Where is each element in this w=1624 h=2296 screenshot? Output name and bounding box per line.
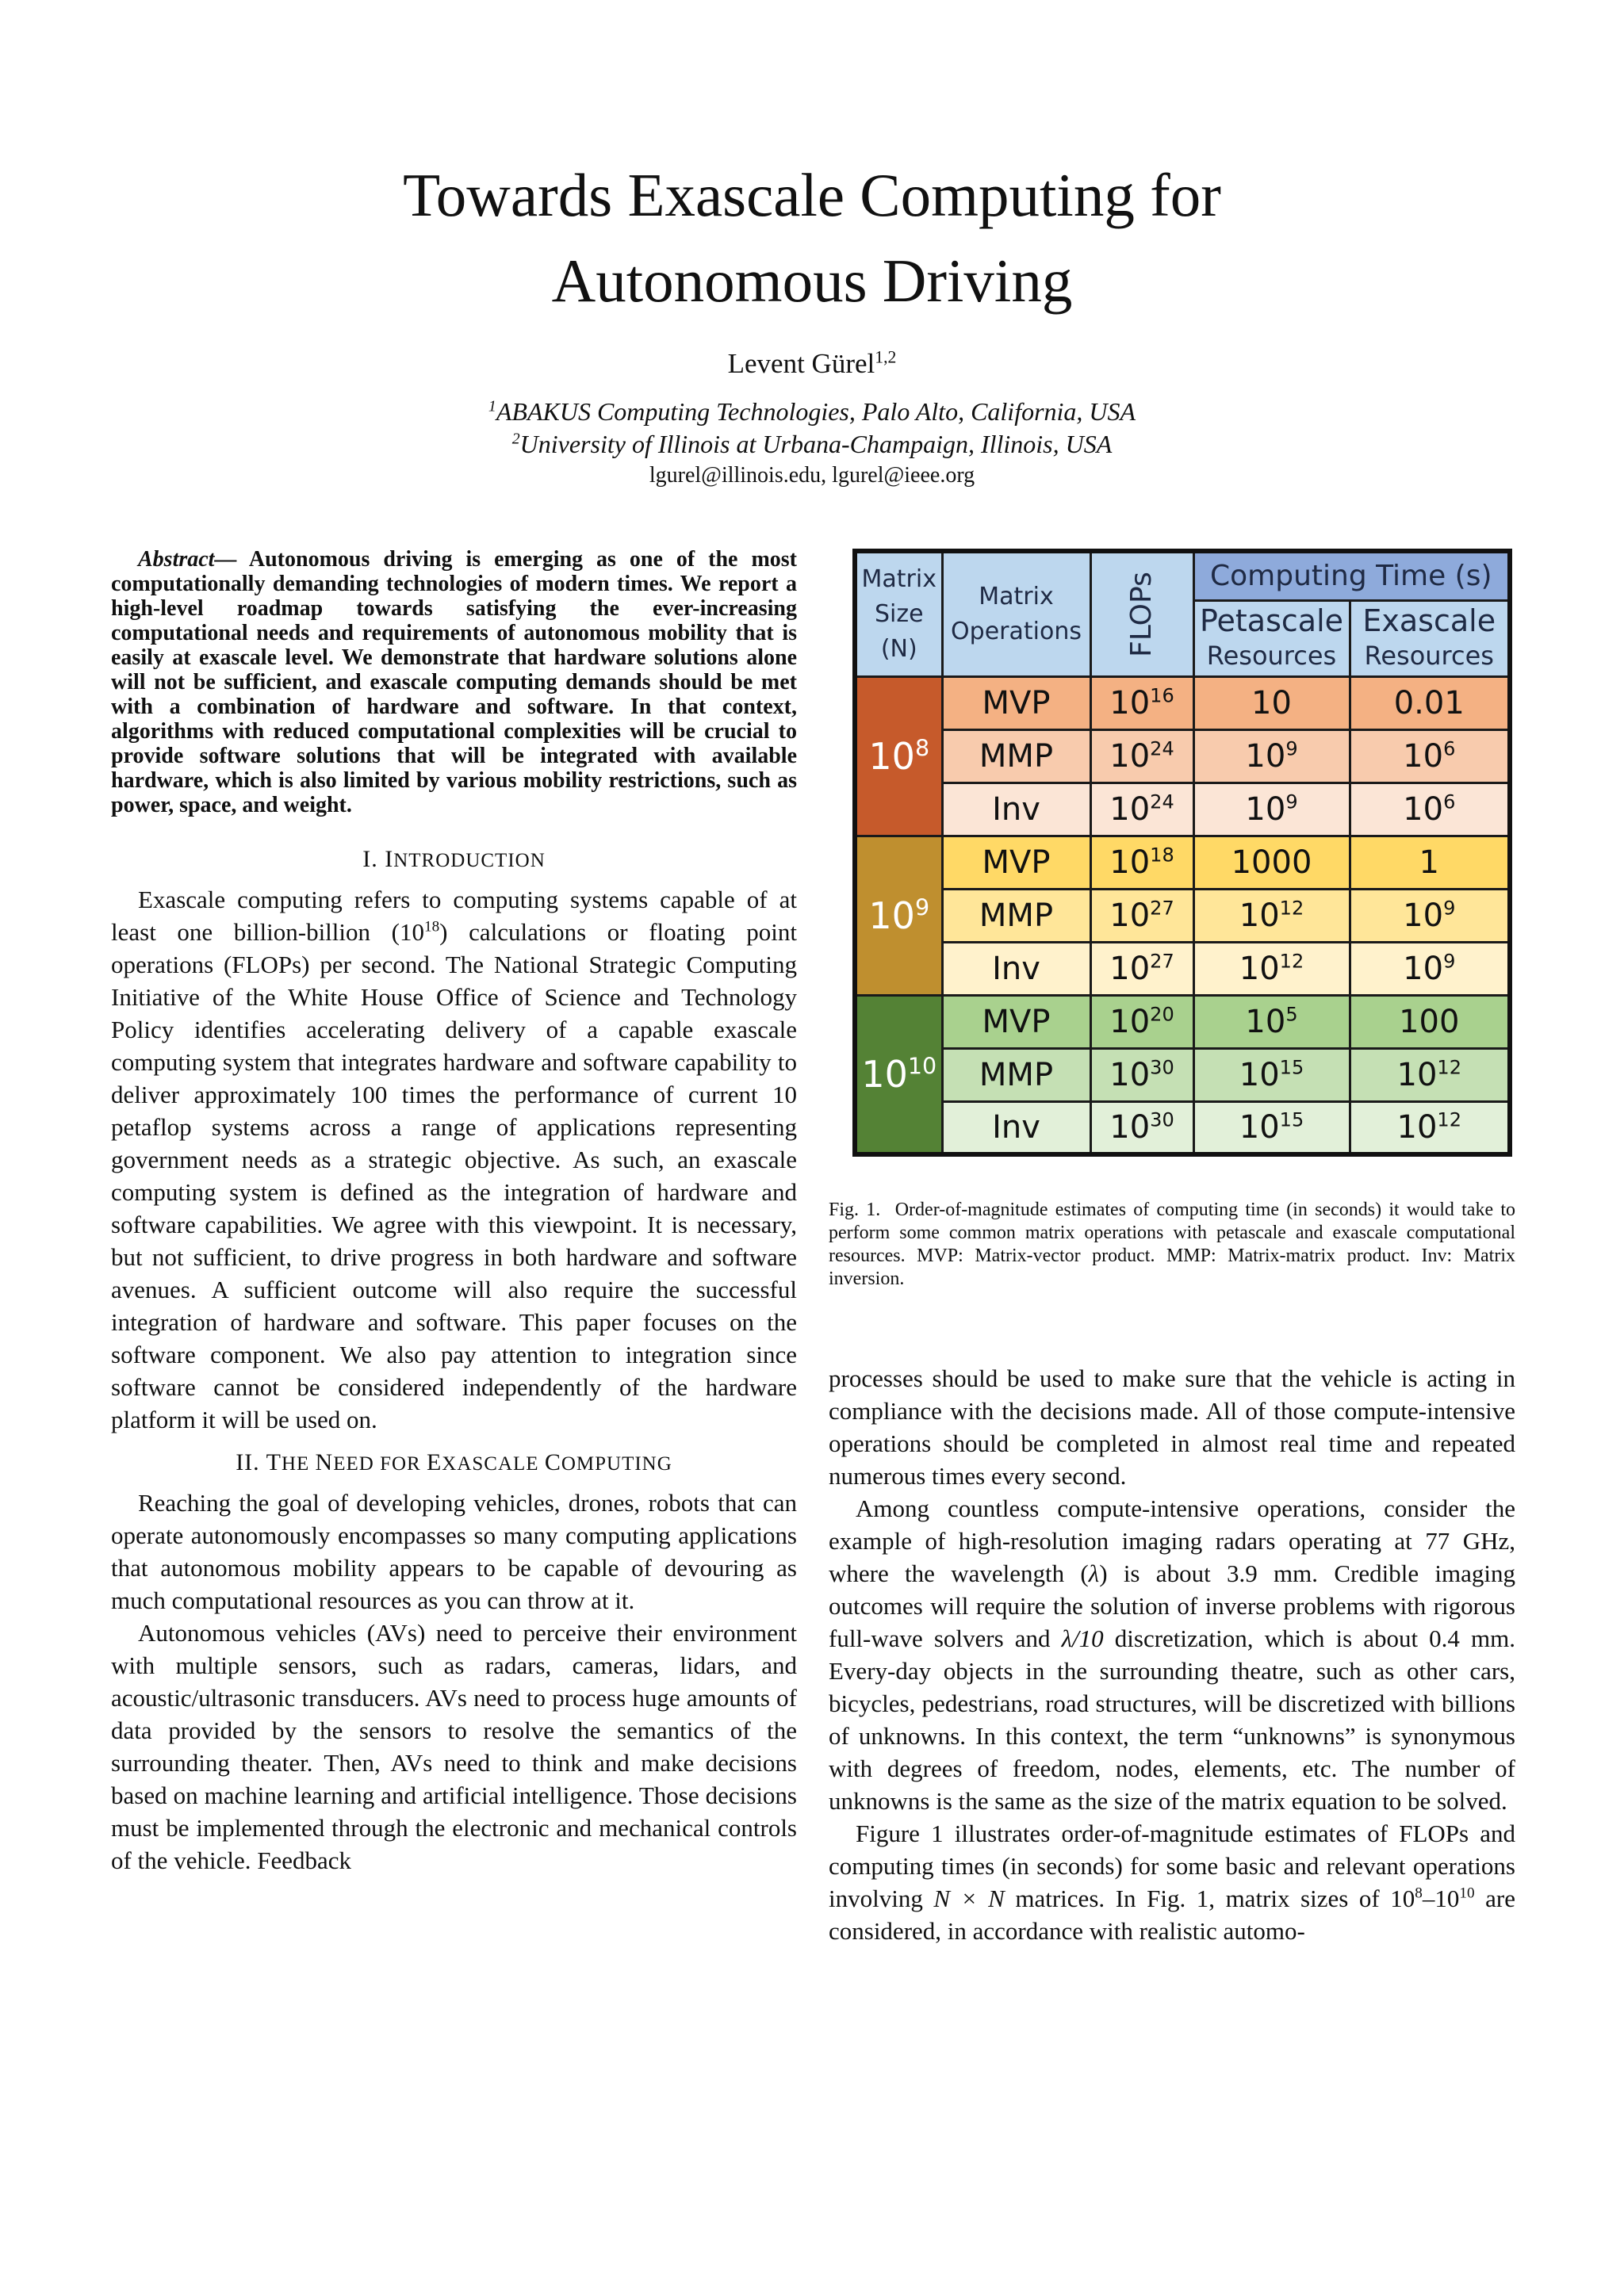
n-exp: 9 <box>914 894 930 921</box>
paper-title <box>0 152 1624 323</box>
author-emails: lgurel@illinois.edu, lgurel@ieee.org <box>649 463 975 488</box>
matrix-size-cell <box>855 676 942 836</box>
flops-base: 10 <box>1109 844 1151 881</box>
flops-cell <box>1090 942 1193 995</box>
flops-base: 10 <box>1109 790 1151 828</box>
op-label: Inv <box>992 950 1040 987</box>
figure-1-table <box>852 549 1507 1153</box>
sec2-w1f: T <box>266 1449 282 1475</box>
affil1-text: ABAKUS Computing Technologies, Palo Alto, California, USA <box>496 397 1136 426</box>
petascale-cell <box>1193 729 1350 783</box>
hdr-ops-1: Matrix <box>979 582 1054 610</box>
petascale-cell <box>1193 836 1350 889</box>
exa-base: 0.01 <box>1393 684 1465 721</box>
op-label: MVP <box>982 844 1051 881</box>
peta-base: 10 <box>1239 1108 1280 1146</box>
sec2-w3r: XASCALE <box>442 1453 545 1475</box>
header-exascale <box>1350 600 1510 676</box>
n-exp: 8 <box>914 735 930 762</box>
flops-base: 10 <box>1109 1003 1151 1040</box>
peta-exp: 15 <box>1279 1108 1304 1131</box>
sec2-w2r: EED FOR <box>333 1453 427 1475</box>
op-label: MMP <box>979 737 1054 775</box>
header-computing-time: Computing Time (s) <box>1193 551 1510 600</box>
need-paragraph-2: Autonomous vehicles (AVs) need to perceive their environment with multiple sensors, such as radars, cameras, lidars, and acoustic/ultrasonic transducers. AVs need to process huge amounts of data provided by the sensors to resolve the semantics of the surrounding theater. Then, AVs need to think and make decisions based on machine learning and artificial intelligence. Those decisions must be implemented through the electronic and mechanical controls of the vehicle. Feedback <box>111 1619 797 1874</box>
hdr-ms-3: (N) <box>880 634 917 663</box>
exascale-cell <box>1350 942 1510 995</box>
intro-text-b: ) calculations or floating point operations (FLOPs) per second. The National Strategic Computing Initiative of the White House Office of Science and Technology Policy identifies accelerating delivery of a capable exascale computing system that integrates hardware and software capability to deliver approximately 100 times the performance of current 10 petaflop systems across a range of applications representing government needs as a strategic objective. As such, an exascale computing system is defined as the integration of hardware and software capabilities. We agree with this viewpoint. It is necessary, but not sufficient, to drive progress in both hardware and software avenues. A sufficient outcome will also require the successful integration of hardware and software. This paper focuses on the software component. We also pay attention to integration since software cannot be considered independently of the hardware platform it will be used on. <box>111 918 797 1433</box>
sec2-w3f: E <box>426 1449 442 1475</box>
right-paragraph-2 <box>829 1492 1515 1817</box>
rp2-lambda2: λ/10 <box>1061 1624 1104 1652</box>
rp3-b: matrices. In Fig. 1, matrix sizes of 10 <box>1004 1885 1415 1912</box>
flops-exp: 30 <box>1150 1108 1174 1131</box>
sec2-w2f: N <box>315 1449 334 1475</box>
exa-base: 10 <box>1403 790 1444 828</box>
affiliation-2 <box>0 427 1624 461</box>
affil2-text: University of Illinois at Urbana-Champaign, Illinois, USA <box>519 430 1113 458</box>
caption-label: Fig. 1. <box>829 1200 881 1220</box>
flops-exp: 16 <box>1150 684 1174 707</box>
rp2-b: ) is about 3.9 mm. Credible imaging outcomes will require the solution of inverse problems with rigorous full-wave solvers and <box>829 1559 1515 1652</box>
flops-cell <box>1090 783 1193 836</box>
exa-base: 10 <box>1403 897 1444 934</box>
exascale-cell <box>1350 729 1510 783</box>
peta-exp: 12 <box>1279 897 1304 920</box>
peta-base: 10 <box>1245 1003 1286 1040</box>
op-label: Inv <box>992 1108 1040 1146</box>
rp3-c: –10 <box>1422 1885 1460 1912</box>
operation-cell <box>942 942 1090 995</box>
petascale-cell <box>1193 1048 1350 1101</box>
petascale-cell <box>1193 1101 1350 1154</box>
right-paragraph-1: processes should be used to make sure that the vehicle is acting in compliance with the decisions made. All of those compute-intensive operations should be completed in almost real time and repeated numerous times every second. <box>829 1364 1515 1490</box>
affil2-sup: 2 <box>511 430 520 448</box>
table-row <box>855 1101 1510 1154</box>
exa-base: 100 <box>1399 1003 1460 1040</box>
flops-exp: 18 <box>1150 844 1174 867</box>
rp3-a: Figure 1 illustrates order-of-magnitude estimates of FLOPs and computing times (in seconds) for some basic and relevant operations involving <box>829 1820 1515 1912</box>
exa-exp: 9 <box>1443 950 1456 973</box>
operation-cell <box>942 836 1090 889</box>
computing-time-table <box>852 549 1512 1157</box>
need-paragraph-1: Reaching the goal of developing vehicles, drones, robots that can operate autonomously encompasses so many computing applications that autonomous mobility appears to be capable of devouring as much computational resources as you can throw at it. <box>111 1489 797 1614</box>
sec1-first: I <box>385 846 394 872</box>
intro-paragraph <box>111 883 797 1436</box>
sec2-w4f: C <box>544 1449 561 1475</box>
table-row <box>855 942 1510 995</box>
exascale-cell <box>1350 783 1510 836</box>
rp3-s2: 10 <box>1459 1885 1475 1902</box>
flops-exp: 20 <box>1150 1003 1174 1026</box>
petascale-cell <box>1193 942 1350 995</box>
flops-exp: 24 <box>1150 737 1174 760</box>
flops-exp: 30 <box>1150 1056 1174 1079</box>
peta-exp: 12 <box>1279 950 1304 973</box>
exa-exp: 6 <box>1443 737 1456 760</box>
flops-cell <box>1090 995 1193 1048</box>
exa-base: 1 <box>1419 844 1439 881</box>
abstract <box>111 547 797 817</box>
caption-text: Order-of-magnitude estimates of computing time (in seconds) it would take to perform some common matrix operations with petascale and exascale computational resources. MVP: Matrix-vector product. MMP: Matrix-matrix product. Inv: Matrix inversion. <box>829 1200 1516 1289</box>
hdr-peta-1: Petascale <box>1199 603 1344 638</box>
matrix-size-cell <box>855 995 942 1154</box>
matrix-size-cell <box>855 836 942 995</box>
operation-cell <box>942 1101 1090 1154</box>
operation-cell <box>942 995 1090 1048</box>
op-label: Inv <box>992 790 1040 828</box>
sec1-num: I. <box>362 846 385 872</box>
table-row <box>855 783 1510 836</box>
op-label: MVP <box>982 1003 1051 1040</box>
flops-cell <box>1090 1101 1193 1154</box>
operation-cell <box>942 889 1090 942</box>
peta-base: 10 <box>1239 950 1280 987</box>
exa-exp: 9 <box>1443 897 1456 920</box>
exascale-cell <box>1350 836 1510 889</box>
exa-base: 10 <box>1403 950 1444 987</box>
intro-text-a: Exascale computing refers to computing systems capable of at least one billion-billion (10 <box>111 886 797 946</box>
table-row <box>855 1048 1510 1101</box>
header-matrix-size <box>855 551 942 676</box>
exa-base: 10 <box>1396 1056 1438 1093</box>
hdr-exa-2: Resources <box>1364 641 1494 671</box>
n-exp: 10 <box>907 1053 937 1080</box>
right-column <box>829 1362 1515 1947</box>
rp3-d: are considered, in accordance with realistic automo- <box>829 1885 1516 1945</box>
flops-cell <box>1090 836 1193 889</box>
flops-base: 10 <box>1109 897 1151 934</box>
header-petascale <box>1193 600 1350 676</box>
peta-exp: 9 <box>1285 737 1298 760</box>
affil1-sup: 1 <box>488 397 496 415</box>
section-heading-introduction <box>111 844 797 877</box>
peta-base: 1000 <box>1231 844 1312 881</box>
exa-exp: 12 <box>1437 1056 1461 1079</box>
flops-exp: 27 <box>1150 950 1174 973</box>
sec2-w1r: HE <box>281 1453 316 1475</box>
header-flops <box>1090 551 1193 676</box>
rp2-c: discretization, which is about 0.4 mm. Every-day objects in the surrounding theatre, such as other cars, bicycles, pedestrians, road structures, will be discretized with billions of unknowns. In this context, the term “unknowns” is synonymous with degrees of freedom, nodes, elements, etc. The number of unknowns is the same as the size of the matrix equation to be solved. <box>829 1624 1515 1815</box>
sec1-rest: NTRODUCTION <box>393 850 546 871</box>
author <box>0 346 1624 381</box>
n-base: 10 <box>868 734 915 778</box>
operation-cell <box>942 783 1090 836</box>
title-line-2: Autonomous Driving <box>551 247 1073 315</box>
hdr-ops-2: Operations <box>951 617 1082 645</box>
flops-cell <box>1090 1048 1193 1101</box>
petascale-cell <box>1193 783 1350 836</box>
hdr-ms-1: Matrix <box>861 564 936 593</box>
exascale-cell <box>1350 676 1510 729</box>
n-base: 10 <box>868 894 915 937</box>
author-sup: 1,2 <box>875 347 897 367</box>
table-row <box>855 889 1510 942</box>
sec2-w4r: OMPUTING <box>561 1453 672 1475</box>
n-base: 10 <box>861 1052 908 1096</box>
peta-exp: 15 <box>1279 1056 1304 1079</box>
exascale-cell <box>1350 995 1510 1048</box>
flops-exp: 27 <box>1150 897 1174 920</box>
table-row <box>855 836 1510 889</box>
peta-base: 10 <box>1245 790 1286 828</box>
peta-base: 10 <box>1239 1056 1280 1093</box>
op-label: MVP <box>982 684 1051 721</box>
figure-caption <box>829 1199 1515 1291</box>
hdr-ms-2: Size <box>874 599 924 628</box>
rp2-lambda: λ <box>1088 1559 1100 1587</box>
petascale-cell <box>1193 676 1350 729</box>
peta-exp: 9 <box>1285 790 1298 813</box>
exa-base: 10 <box>1396 1108 1438 1146</box>
exa-exp: 6 <box>1443 790 1456 813</box>
flops-base: 10 <box>1109 1056 1151 1093</box>
flops-base: 10 <box>1109 950 1151 987</box>
operation-cell <box>942 729 1090 783</box>
exascale-cell <box>1350 1048 1510 1101</box>
rp3-nxn: N × N <box>933 1885 1005 1912</box>
section-heading-need <box>111 1447 797 1480</box>
exascale-cell <box>1350 1101 1510 1154</box>
table-body <box>855 676 1510 1154</box>
flops-base: 10 <box>1109 1108 1151 1146</box>
intro-sup: 18 <box>423 918 440 936</box>
table-row <box>855 676 1510 729</box>
table-row <box>855 995 1510 1048</box>
flops-cell <box>1090 676 1193 729</box>
sec2-num: II. <box>236 1449 266 1475</box>
hdr-flops-text: FLOPs <box>1125 571 1158 657</box>
petascale-cell <box>1193 995 1350 1048</box>
operation-cell <box>942 676 1090 729</box>
rp3-s1: 8 <box>1415 1885 1423 1902</box>
exa-exp: 12 <box>1437 1108 1461 1131</box>
table-row <box>855 729 1510 783</box>
rp2-a: Among countless compute-intensive operations, consider the example of high-resolution imaging radars operating at 77 GHz, where the wavelength ( <box>829 1494 1515 1587</box>
op-label: MMP <box>979 897 1054 934</box>
op-label: MMP <box>979 1056 1054 1093</box>
peta-base: 10 <box>1251 684 1292 721</box>
left-column <box>111 547 797 1877</box>
affiliation-1 <box>0 395 1624 428</box>
peta-base: 10 <box>1245 737 1286 775</box>
right-paragraph-3 <box>829 1817 1515 1947</box>
petascale-cell <box>1193 889 1350 942</box>
abstract-text: Autonomous driving is emerging as one of the most computationally demanding technologies of modern times. We report a high-level roadmap towards satisfying the ever-increasing computational needs and requirements of autonomous mobility that is easily at exascale level. We demonstrate that hardware solutions alone will not be sufficient, and exascale computing demands should be met with a combination of hardware and software. In that context, algorithms with reduced computational complexities will be crucial to provide software solutions that will be integrated with available hardware, which is also limited by various mobility restrictions, such as power, space, and weight. <box>111 547 797 817</box>
hdr-peta-2: Resources <box>1206 641 1337 671</box>
abstract-label: Abstract— <box>138 547 237 572</box>
header-matrix-operations <box>942 551 1090 676</box>
author-name: Levent Gürel <box>727 348 875 379</box>
exa-base: 10 <box>1403 737 1444 775</box>
flops-base: 10 <box>1109 684 1151 721</box>
peta-exp: 5 <box>1285 1003 1298 1026</box>
hdr-exa-1: Exascale <box>1362 603 1496 638</box>
peta-base: 10 <box>1239 897 1280 934</box>
flops-base: 10 <box>1109 737 1151 775</box>
exascale-cell <box>1350 889 1510 942</box>
flops-exp: 24 <box>1150 790 1174 813</box>
operation-cell <box>942 1048 1090 1101</box>
flops-cell <box>1090 889 1193 942</box>
title-line-1: Towards Exascale Computing for <box>403 161 1221 229</box>
flops-cell <box>1090 729 1193 783</box>
